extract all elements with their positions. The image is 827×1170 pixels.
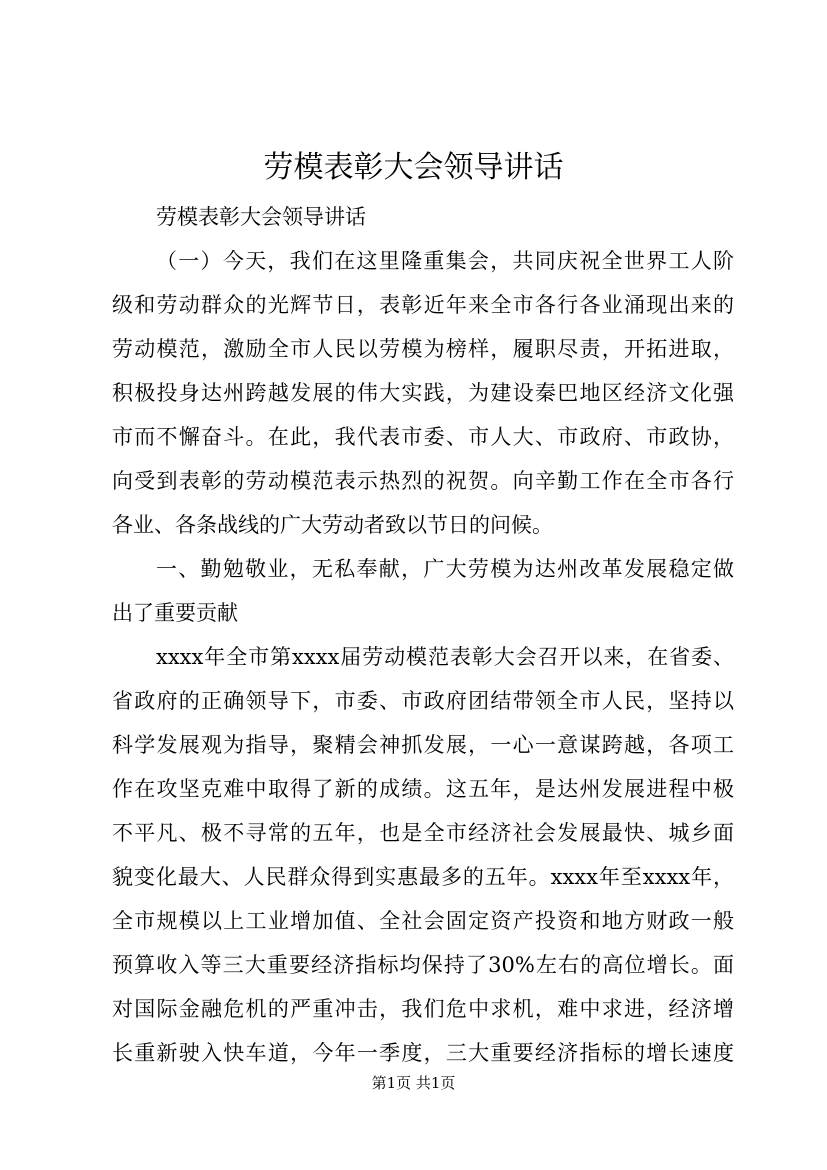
paragraph-line: 级和劳动群众的光辉节日，表彰近年来全市各行各业涌现出来的	[112, 293, 734, 317]
paragraph-line: 积极投身达州跨越发展的伟大实践，为建设秦巴地区经济文化强	[112, 381, 734, 405]
paragraph-line: （一）今天，我们在这里隆重集会，共同庆祝全世界工人阶	[156, 249, 734, 273]
paragraph-line: 劳动模范，激励全市人民以劳模为榜样，履职尽责，开拓进取，	[112, 337, 734, 361]
section-heading-line: 出了重要贡献	[112, 601, 238, 625]
paragraph-line: 省政府的正确领导下，市委、市政府团结带领全市人民，坚持以	[112, 689, 734, 713]
paragraph-line: 不平凡、极不寻常的五年，也是全市经济社会发展最快、城乡面	[112, 821, 734, 845]
paragraph-line: 长重新驶入快车道，今年一季度，三大重要经济指标的增长速度	[112, 1041, 734, 1065]
page-footer: 第1页 共1页	[371, 1074, 456, 1092]
paragraph-line: 向受到表彰的劳动模范表示热烈的祝贺。向辛勤工作在全市各行	[112, 469, 734, 493]
paragraph-line: 预算收入等三大重要经济指标均保持了30%左右的高位增长。面	[112, 953, 734, 977]
paragraph-line: 科学发展观为指导，聚精会神抓发展，一心一意谋跨越，各项工	[112, 733, 734, 757]
paragraph-line: 貌变化最大、人民群众得到实惠最多的五年。xxxx年至xxxx年，	[112, 865, 734, 889]
document-body	[112, 195, 734, 1075]
paragraph-line: 各业、各条战线的广大劳动者致以节日的问候。	[112, 513, 553, 537]
paragraph-line: xxxx年全市第xxxx届劳动模范表彰大会召开以来，在省委、	[156, 645, 734, 669]
paragraph-line: 对国际金融危机的严重冲击，我们危中求机，难中求进，经济增	[112, 997, 734, 1021]
paragraph-line: 全市规模以上工业增加值、全社会固定资产投资和地方财政一般	[112, 909, 734, 933]
subtitle-line: 劳模表彰大会领导讲话	[156, 205, 366, 229]
paragraph-line: 作在攻坚克难中取得了新的成绩。这五年，是达州发展进程中极	[112, 777, 734, 801]
section-heading-line: 一、勤勉敬业，无私奉献，广大劳模为达州改革发展稳定做	[156, 557, 734, 581]
document-title: 劳模表彰大会领导讲话	[263, 150, 564, 185]
paragraph-line: 市而不懈奋斗。在此，我代表市委、市人大、市政府、市政协，	[112, 425, 734, 449]
